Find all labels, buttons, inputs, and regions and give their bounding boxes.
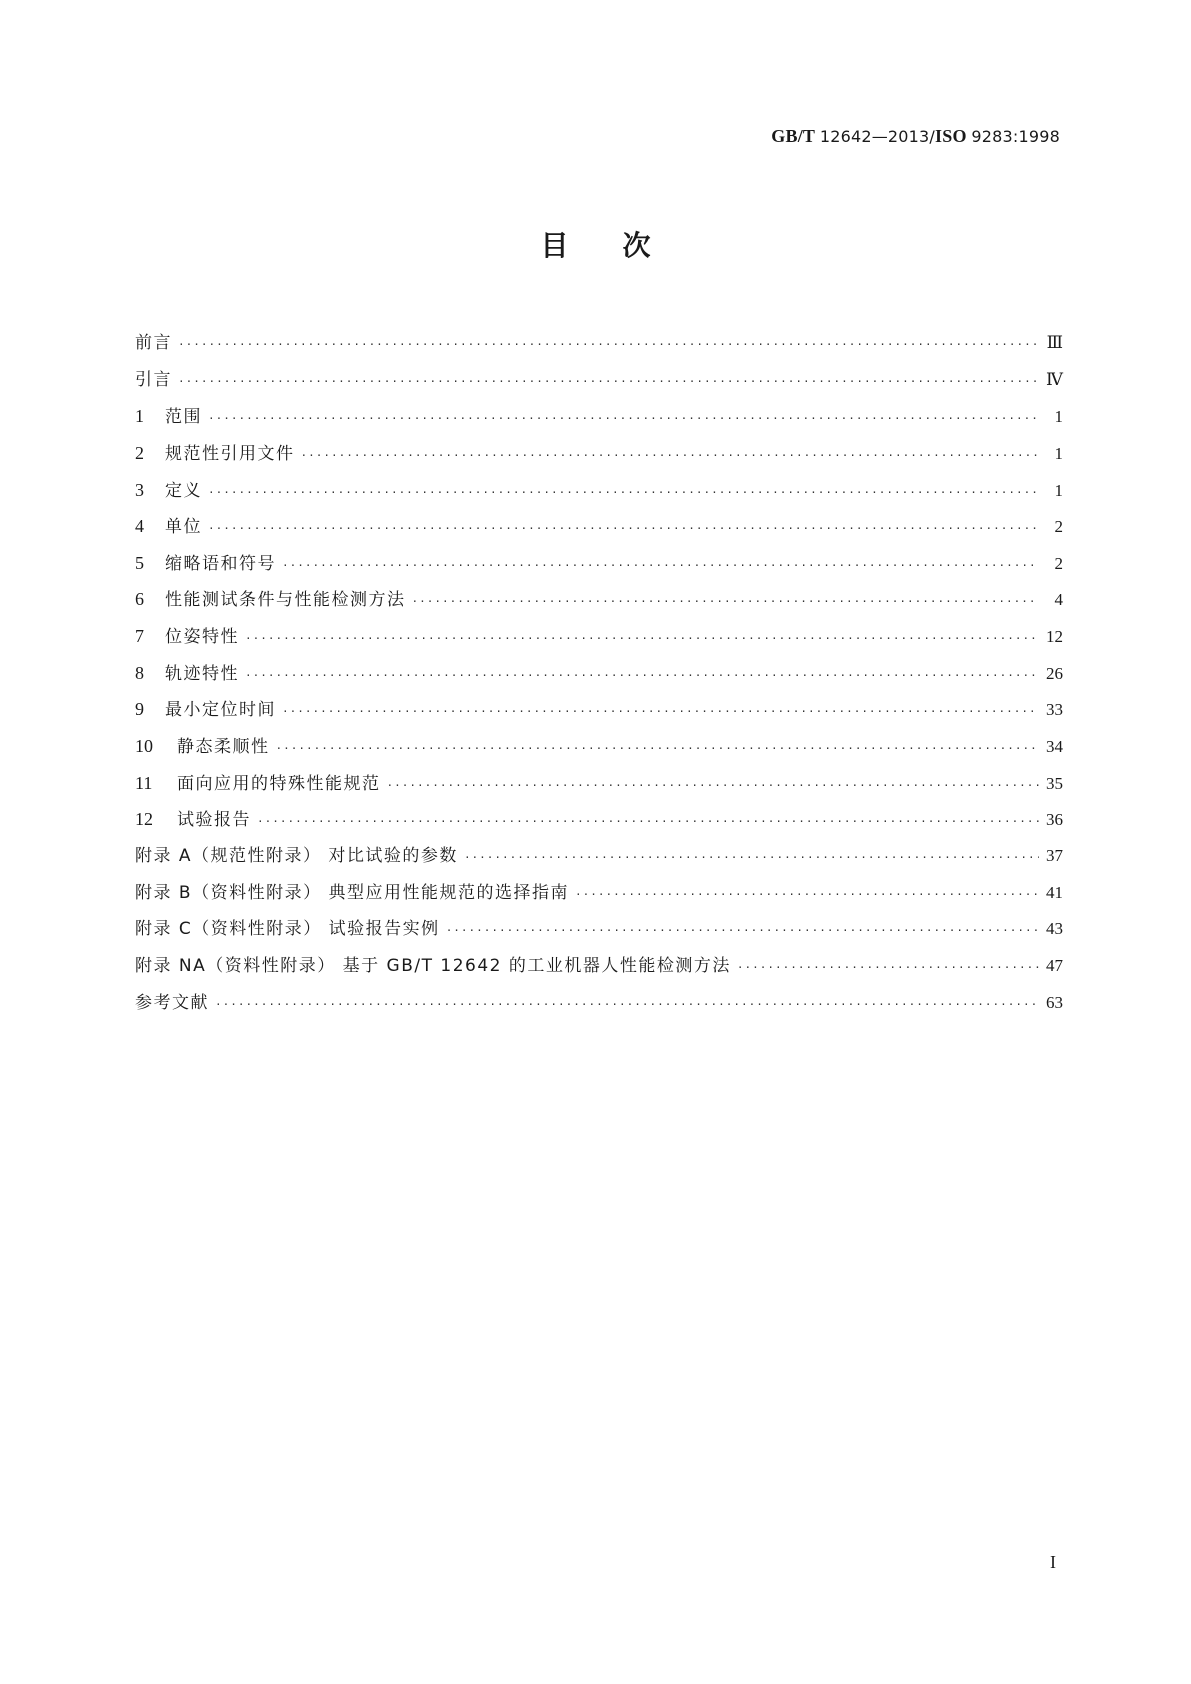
toc-entry-bibliography[interactable] [135, 985, 1063, 1022]
toc-page-number: 12 [1046, 627, 1063, 647]
toc-label: 静态柔顺性 [177, 737, 270, 758]
dot-leader [464, 840, 1039, 877]
toc-label: 规范性引用文件 [165, 443, 295, 464]
toc-page-number: 34 [1046, 737, 1063, 757]
dot-leader [245, 658, 1039, 695]
toc-label: 引言 [135, 369, 172, 390]
toc-page-number: 2 [1054, 517, 1063, 537]
toc-section-number: 2 [135, 442, 144, 463]
toc-entry-annex-na[interactable] [135, 948, 1063, 985]
toc-entry-section-9[interactable] [135, 691, 1063, 728]
toc-page-number: 63 [1046, 992, 1063, 1012]
toc-label: 附录 NA（资料性附录） 基于 GB/T 12642 的工业机器人性能检测方法 [135, 955, 731, 976]
dot-leader [412, 584, 1040, 621]
toc-section-number: 7 [135, 626, 144, 647]
toc-page-number: 43 [1046, 919, 1063, 939]
toc-label: 性能测试条件与性能检测方法 [165, 590, 406, 611]
toc-entry-section-12[interactable] [135, 801, 1063, 838]
toc-entry-section-3[interactable] [135, 472, 1063, 509]
dot-leader [276, 731, 1040, 768]
dot-leader [208, 401, 1039, 438]
toc-label: 面向应用的特殊性能规范 [177, 773, 381, 794]
toc-section-number: 5 [135, 552, 144, 573]
page-title: 目次 [540, 229, 705, 262]
toc-label: 试验报告 [177, 810, 251, 831]
dot-leader [215, 987, 1039, 1024]
toc-page-number: 47 [1046, 955, 1063, 975]
toc-page-number: 1 [1054, 443, 1063, 463]
toc-label: 轨迹特性 [165, 663, 239, 684]
toc-section-number: 12 [135, 809, 153, 830]
dot-leader [737, 950, 1039, 987]
toc-label: 定义 [165, 480, 202, 501]
dot-leader [387, 768, 1040, 805]
toc-entry-section-1[interactable] [135, 398, 1063, 435]
page-number: I [1050, 1552, 1056, 1572]
toc-entry-foreword[interactable] [135, 325, 1063, 362]
toc-label: 最小定位时间 [165, 700, 276, 721]
toc-page-number: 36 [1046, 810, 1063, 830]
toc-page-number: 41 [1046, 882, 1063, 902]
dot-leader [446, 913, 1039, 950]
toc-section-number: 9 [135, 699, 144, 720]
dot-leader [178, 327, 1039, 364]
dot-leader [575, 877, 1039, 914]
toc-page-number: 1 [1054, 480, 1063, 500]
dot-leader [208, 511, 1039, 548]
standard-number: 12642—2013/ [819, 127, 936, 146]
standard-prefix: GB/T [771, 126, 816, 146]
toc-entry-section-6[interactable] [135, 581, 1063, 618]
toc-entry-section-8[interactable] [135, 655, 1063, 692]
toc-entry-section-4[interactable] [135, 508, 1063, 545]
toc-entry-annex-c[interactable] [135, 911, 1063, 948]
toc-label: 单位 [165, 517, 202, 538]
standard-designation [771, 126, 1060, 147]
toc-section-number: 11 [135, 772, 153, 793]
toc-page-number: 33 [1046, 700, 1063, 720]
dot-leader [301, 438, 1040, 475]
dot-leader [178, 364, 1039, 401]
toc-section-number: 8 [135, 662, 144, 683]
toc-entry-annex-b[interactable] [135, 875, 1063, 912]
dot-leader [257, 804, 1039, 841]
toc-entry-annex-a[interactable] [135, 838, 1063, 875]
dot-leader [208, 475, 1039, 512]
toc-entry-section-11[interactable] [135, 765, 1063, 802]
toc-label: 附录 C（资料性附录） 试验报告实例 [135, 919, 440, 940]
dot-leader [282, 548, 1039, 585]
toc-label: 参考文献 [135, 992, 209, 1013]
toc-page-number: 37 [1046, 845, 1063, 865]
toc-section-number: 6 [135, 589, 144, 610]
iso-prefix: ISO [935, 126, 967, 146]
toc-page-number: 4 [1054, 590, 1063, 610]
dot-leader [245, 621, 1039, 658]
toc-entry-section-7[interactable] [135, 618, 1063, 655]
toc-page-number: 2 [1054, 553, 1063, 573]
toc-page-number: 26 [1046, 663, 1063, 683]
toc-page-number: Ⅲ [1046, 333, 1063, 352]
toc-page-number: Ⅳ [1046, 369, 1063, 389]
toc-label: 附录 A（规范性附录） 对比试验的参数 [135, 845, 458, 866]
toc-section-number: 10 [135, 736, 153, 757]
toc-entry-introduction[interactable] [135, 362, 1063, 399]
toc-entry-section-10[interactable] [135, 728, 1063, 765]
dot-leader [282, 694, 1039, 731]
toc-section-number: 4 [135, 516, 144, 537]
toc-entry-section-5[interactable] [135, 545, 1063, 582]
toc-section-number: 1 [135, 406, 144, 427]
toc-entry-section-2[interactable] [135, 435, 1063, 472]
iso-number: 9283:1998 [971, 127, 1060, 146]
toc-page-number: 1 [1054, 407, 1063, 427]
toc-label: 缩略语和符号 [165, 553, 276, 574]
toc-label: 附录 B（资料性附录） 典型应用性能规范的选择指南 [135, 882, 569, 903]
toc-label: 位姿特性 [165, 627, 239, 648]
toc-label: 范围 [165, 407, 202, 428]
toc-label: 前言 [135, 333, 172, 353]
table-of-contents [135, 325, 1063, 1021]
toc-page-number: 35 [1046, 773, 1063, 793]
toc-section-number: 3 [135, 479, 144, 500]
